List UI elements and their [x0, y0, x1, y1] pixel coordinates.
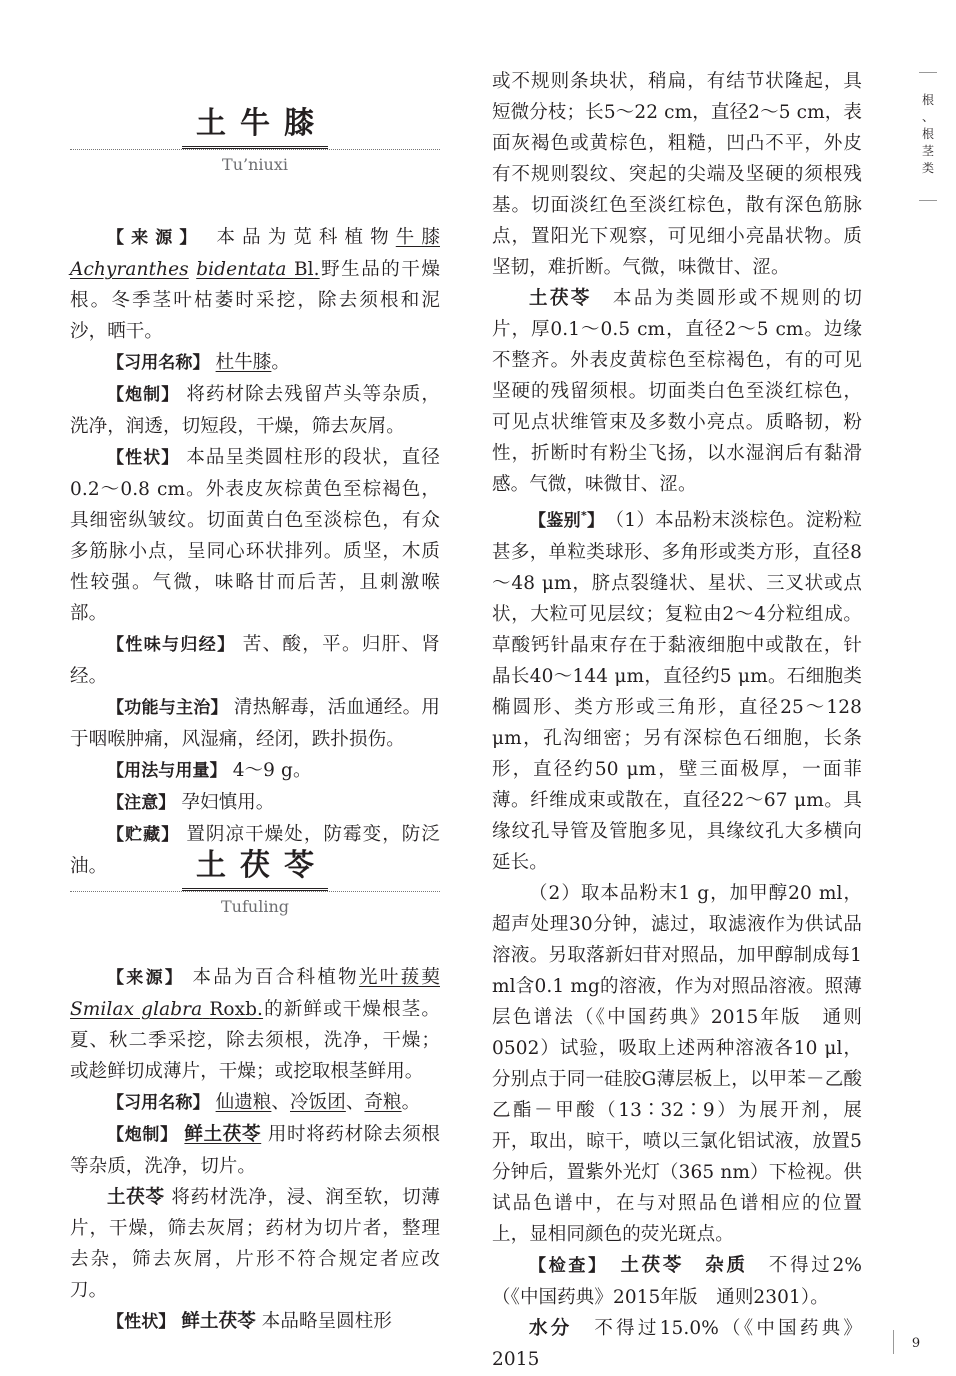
space [748, 1255, 769, 1276]
water-heading: 水分 [529, 1318, 573, 1340]
alias-name-2: 冷饭团 [290, 1092, 346, 1113]
plant-name: 牛膝 [395, 227, 440, 248]
space [573, 1318, 595, 1339]
entry1-properties [70, 442, 440, 629]
entry2-body-left [70, 962, 440, 1338]
sidebar-bottom-rule [919, 200, 937, 201]
identification-heading: 【鉴别 [529, 511, 581, 532]
latin-species: bidentata [196, 259, 287, 280]
identification-heading-end: 】 [586, 511, 596, 532]
properties-text: 本品呈类圆柱形的段状，直径0.2～0.8 cm。外表皮灰棕黄色至棕褐色，具细密纵皱纹。切面黄白色至淡棕色，有众多筋脉小点，呈同心环状排列。质坚，木质性较强。气微，味略甘而后苦，且刺激喉部。 [70, 447, 440, 624]
check-label: 土茯苓 [620, 1255, 685, 1277]
space [592, 288, 613, 309]
entry1-source [70, 222, 440, 347]
storage-text: 置阴凉干燥处，防霉变，防泛油。 [70, 824, 440, 877]
fresh-label: 鲜土茯苓 [184, 1124, 262, 1145]
entry1-processing [70, 379, 440, 442]
usage-text: 4～9 g。 [232, 760, 312, 781]
alias-heading: 【习用名称】 [107, 1093, 210, 1113]
processing-text: 将药材除去残留芦头等杂质，洗净，润透，切短段，干燥，筛去灰屑。 [70, 384, 440, 437]
sidebar-char: 根 [921, 127, 934, 141]
water-text: 不得过15.0%（《中国药典》2015 [492, 1318, 863, 1371]
latin-author: Bl. [293, 259, 320, 280]
storage-heading: 【贮藏】 [107, 825, 180, 845]
space [596, 510, 615, 531]
entry1-title-rule [70, 149, 440, 150]
sidebar-char: 茎 [921, 144, 934, 158]
impurity-heading: 杂质 [705, 1255, 748, 1277]
entry2-properties-dry [492, 283, 862, 500]
plant-name: 光叶菝葜 [358, 967, 440, 988]
alias-sep: 、 [345, 1092, 365, 1113]
properties-heading: 【性状】 [107, 1312, 176, 1332]
check-heading: 【检查】 [529, 1256, 600, 1277]
properties-fresh-cont-visible: 或不规则条块状，稍扁，有结节状隆起，具短微分枝；长5～22 cm，直径2～5 cm，表面灰褐色或黄棕色，粗糙，凹凸不平，外皮有不规则裂纹、突起的尖端及坚硬的须根残基。切面淡红色至淡红棕色，散有深色筋脉点，置阳光下观察，可见细小亮晶状物。质坚韧，难折断。气微，味微甘、涩。 [492, 71, 862, 278]
entry2-title-block [70, 846, 440, 891]
alias-name-1: 仙遗粮 [215, 1092, 272, 1113]
properties-fresh-text: 本品略呈圆柱形 [261, 1311, 392, 1332]
processing-fresh-text: 用时将药材除去须根等杂质，洗净，切片。 [70, 1124, 441, 1177]
entry2-title: 土茯苓 [182, 846, 328, 891]
source-text: 本品为百合科植物 [192, 967, 359, 988]
latin-name: Smilax glabra [70, 999, 203, 1020]
alias-end: 。 [271, 352, 291, 373]
entry2-body-right [492, 66, 862, 1375]
impurity-text: 不得过2%（《中国药典》2015年版 通则2301）。 [492, 1255, 863, 1309]
identification-text-1: （1）本品粉末淡棕色。淀粉粒甚多，单粒类球形、多角形或类方形，直径8～48 μm，脐点裂缝状、星状、三叉状或点状，大粒可见层纹；复粒由2～4分粒组成。草酸钙针晶束存在于黏液细胞中或散在，针晶长40～144 μm，直径约5 μm。石细胞类椭圆形、类方形或三角形，直径25～128 μm，孔沟细密；另有深棕色石细胞，长条形，直径约50 μm，壁三面极厚，一面菲薄。纤维成束或散在，直径22～67 μm。具缘纹孔导管及管胞多见，具缘纹孔大多横向延长。 [492, 510, 862, 874]
sidebar-char: 根 [921, 93, 934, 107]
entry2-source [70, 962, 440, 1087]
alias-heading: 【习用名称】 [107, 353, 210, 373]
space [684, 1255, 705, 1276]
entry1-title-block [70, 104, 440, 149]
processing-heading: 【炮制】 [107, 1125, 178, 1145]
entry1-title: 土牛膝 [182, 104, 328, 149]
dry-label: 土茯苓 [107, 1187, 165, 1208]
entry1-note [70, 787, 440, 819]
entry1-body [70, 222, 440, 882]
latin-genus: Achyranthes [70, 259, 189, 280]
alias-sep: 、 [271, 1092, 291, 1113]
source-text-2: 的新鲜或干燥根茎。夏、秋二季采挖，除去须根，洗净，干燥；或趁鲜切成薄片，干燥；或挖取根茎鲜用。 [70, 999, 440, 1082]
function-text: 清热解毒，活血通经。用于咽喉肿痛，风湿痛，经闭，跌扑损伤。 [70, 697, 441, 750]
sidebar-char: 类 [921, 161, 934, 175]
entry1-taste [70, 629, 440, 692]
latin-author: Roxb. [209, 999, 264, 1020]
alias-end: 。 [401, 1092, 421, 1113]
page-number: 9 [911, 1336, 921, 1351]
processing-dry-text: 将药材洗净，浸、润至软，切薄片，干燥，筛去灰屑；药材为切片者，整理去杂，筛去灰屑，片形不符合规定者应改刀。 [70, 1187, 441, 1301]
entry2-processing-dry [70, 1182, 440, 1306]
properties-dry-text: 本品为类圆形或不规则的切片，厚0.1～0.5 cm，直径2～5 cm。边缘不整齐。外表皮黄棕色至棕褐色，有的可见坚硬的残留须根。切面类白色至淡红棕色，可见点状维管束及多数小亮点。质略韧，粉性，折断时有粉尘飞扬，以水湿润后有黏滑感。气微，味微甘、涩。 [492, 288, 863, 495]
source-text-2: 野生品的干燥根。冬季茎叶枯萎时采挖，除去须根和泥沙，晒干。 [70, 259, 440, 342]
note-text: 孕妇慎用。 [181, 792, 275, 813]
processing-heading: 【炮制】 [107, 385, 180, 405]
source-heading: 【来源】 [107, 968, 185, 988]
source-text: 本品为苋科植物 [216, 227, 396, 248]
sidebar-char: 、 [921, 110, 934, 124]
entry2-identification [492, 500, 862, 878]
entry2-title-rule [70, 891, 440, 892]
entry2-properties [70, 1306, 440, 1338]
fresh-label: 鲜土茯苓 [181, 1311, 256, 1332]
space [599, 1255, 620, 1276]
entry1-pinyin: Tu’niuxi [222, 155, 288, 174]
usage-heading: 【用法与用量】 [107, 761, 227, 781]
entry2-check [492, 1250, 862, 1313]
sidebar-top-rule [919, 72, 937, 73]
entry1-usage [70, 755, 440, 787]
alias-name: 杜牛膝 [215, 352, 272, 373]
alias-name-3: 奇粮 [364, 1092, 402, 1113]
entry1-alias [70, 347, 440, 379]
entry2-properties-cont [492, 66, 862, 283]
entry1-function [70, 692, 440, 755]
entry2-processing [70, 1119, 440, 1182]
identification-text-2: （2）取本品粉末1 g，加甲醇20 ml，超声处理30分钟，滤过，取滤液作为供试品溶液。另取落新妇苷对照品，加甲醇制成每1 ml含0.1 mg的溶液，作为对照品溶液。照薄层色谱法（《中国药典》2015年版 通则0502）试验，吸取上述两种溶液各10 μl，分别点于同一硅胶G薄层板上，以甲苯－乙酸乙酯－甲酸（13∶32∶9）为展开剂，展开，取出，晾干，喷以三氯化铝试液，放置5分钟后，置紫外光灯（365 nm）下检视。供试品色谱中，在与对照品色谱相应的位置上，显相同颜色的荧光斑点。 [492, 883, 862, 1246]
page-number-rule [893, 1330, 894, 1354]
identification-star: * [580, 509, 587, 522]
dry-label: 土茯苓 [529, 288, 592, 309]
taste-heading: 【性味与归经】 [107, 635, 236, 655]
properties-heading: 【性状】 [107, 448, 180, 468]
taste-text: 苦、酸，平。归肝、肾经。 [70, 634, 440, 687]
source-heading: 【来源】 [107, 228, 204, 248]
entry2-alias [70, 1087, 440, 1119]
entry2-identification-2 [492, 878, 862, 1250]
entry2-pinyin: Tufuling [221, 897, 289, 916]
section-sidebar [918, 92, 938, 177]
function-heading: 【功能与主治】 [107, 698, 228, 718]
note-heading: 【注意】 [107, 793, 176, 813]
entry2-water [492, 1313, 862, 1375]
